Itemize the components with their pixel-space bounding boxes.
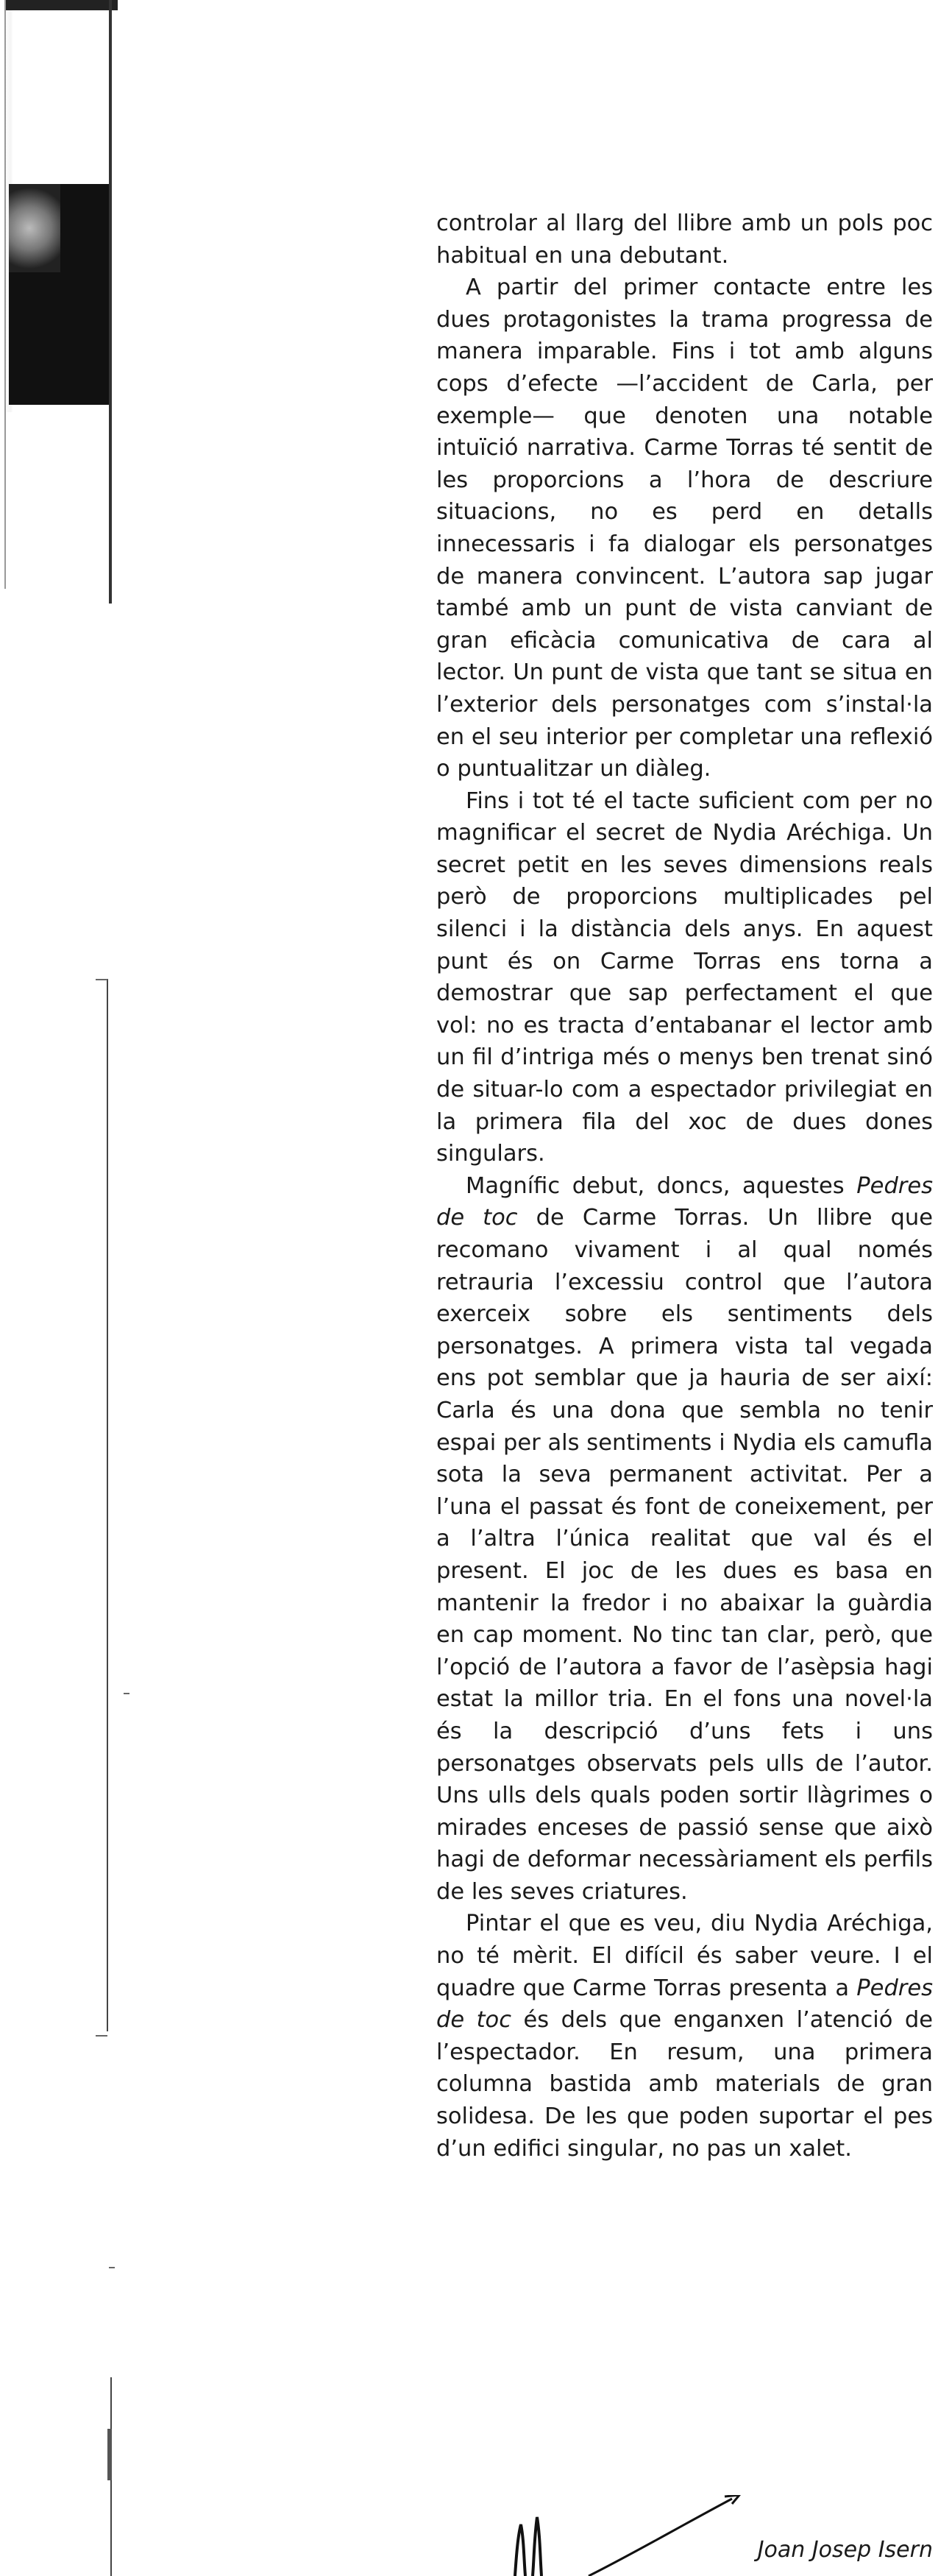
article-paragraph [436,208,933,272]
binding-top-bar [4,0,118,10]
article-paragraph [436,1170,933,1908]
page-edge-line [107,979,108,2031]
article-column [436,208,933,2165]
edge-tick [109,2267,115,2268]
paragraph-text: Magnífic debut, doncs, aquestes [466,1172,857,1199]
article-paragraph [436,272,933,785]
paragraph-text: Fins i tot té el tacte suficient com per no magnificar el secret de Nydia Aréchiga. Un secret petit en les seves dimensions reals però de proporcions multiplicades pel silenci i la distància dels anys. En aquest punt és on Carme Torras ens torna a demostrar que sap perfectament el que vol: no es tracta d’entabanar el lector amb un fil d’intriga més o menys ben trenat sinó de situar-lo com a espectador privilegiat en la primera fila del xoc de dues dones singulars. [436,788,933,1167]
article-paragraph [436,785,933,1170]
edge-tick [124,1693,129,1694]
binding-dark-block [9,184,109,405]
book-title-italic: Pedres de toc [436,1975,933,2034]
edge-tick [96,2035,107,2037]
paragraph-text: Pintar el que es veu, diu Nydia Aréchiga, no té mèrit. El difícil és saber veure. I el quadre que Carme Torras presenta a [436,1911,933,2001]
edge-mark [107,2429,112,2480]
paragraph-text: controlar al llarg del llibre amb un pols poc habitual en una debutant. [436,210,933,269]
author-signature: Joan Josep Isern [757,2537,933,2563]
book-title-italic: Pedres de toc [436,1172,933,1231]
paragraph-text: és dels que enganxen l’atenció de l’espectador. En resum, una primera columna bastida amb materials de gran solidesa. De les que poden suportar el pes d’un edifici singular, no pas un xalet. [436,2007,933,2162]
article-paragraph [436,1908,933,2165]
paragraph-text: A partir del primer contacte entre les dues protagonistes la trama progressa de manera imparable. Fins i tot amb alguns cops d’efecte —l’accident de Carla, per exemple— que denoten una notable intuïció narrativa. Carme Torras té sentit de les proporcions a l’hora de descriure situacions, no es perd en detalls innecessaris i fa dialogar els personatges de manera convincent. L’autora sap jugar també amb un punt de vista canviant de gran eficàcia comunicativa de cara al lector. Un punt de vista que tant se situa en l’exterior dels personatges com s’instal·la en el seu interior per completar una reflexió o puntualitzar un diàleg. [436,275,933,782]
scan-edge [0,0,147,2576]
binding-left-line [4,0,6,589]
handwritten-mark [508,2495,750,2576]
edge-tick [96,979,107,980]
paragraph-text: de Carme Torras. Un llibre que recomano vivament i al qual només retrauria l’excessiu control que l’autora exerceix sobre els sentiments dels personatges. A primera vista tal vegada ens pot semblar que ja hauria de ser així: Carla és una dona que sembla no tenir espai per als sentiments i Nydia els camufla sota la seva permanent activitat. Per a l’una el passat és font de coneixement, per a l’altra l’única realitat que val és el present. El joc de les dues es basa en mantenir la fredor i no abaixar la guàrdia en cap moment. No tinc tan clar, però, que l’opció de l’autora a favor de l’asèpsia hagi estat la millor tria. En el fons una novel·la és la descripció d’uns fets i uns personatges observats pels ulls de l’autor. Uns ulls dels quals poden sortir llàgrimes o mirades enceses de passió sense que això hagi de deformar necessàriament els perfils de les seves criatures. [436,1205,933,1905]
binding-right-line [109,0,112,604]
